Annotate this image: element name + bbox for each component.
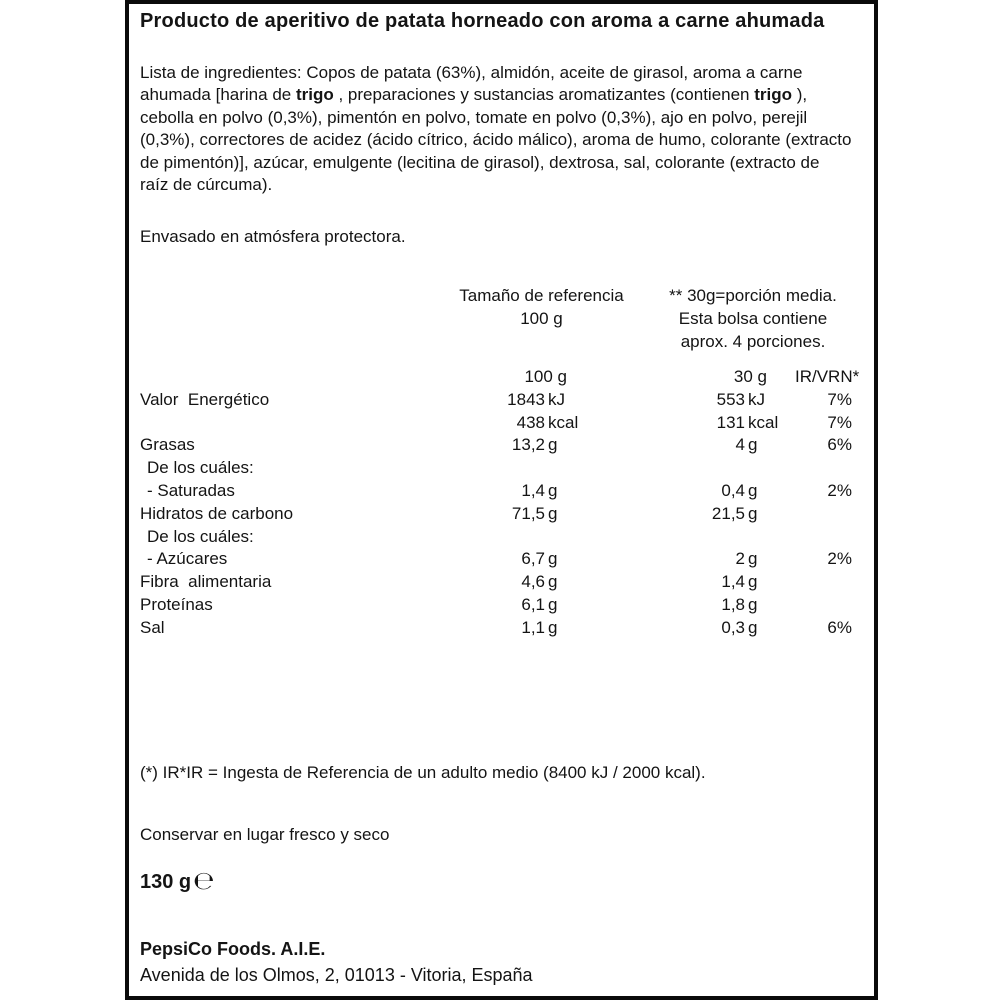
value-30g-unit: g bbox=[748, 435, 758, 455]
value-30g-number: 0,4 bbox=[721, 480, 745, 500]
value-100g-unit: g bbox=[548, 480, 558, 500]
ir-vrn-percent: 7% bbox=[827, 389, 852, 409]
value-30g-number: 21,5 bbox=[711, 503, 745, 523]
nutrition-row bbox=[140, 548, 852, 571]
value-30g-unit: g bbox=[748, 480, 758, 500]
value-30g-number: 0,3 bbox=[721, 617, 745, 637]
nutrient-name: Fibra alimentaria bbox=[140, 572, 272, 592]
value-30g-number: 4 bbox=[735, 435, 745, 455]
value-100g-unit: kcal bbox=[548, 412, 579, 432]
ir-vrn-percent: 6% bbox=[827, 435, 852, 455]
value-100g-number: 6,1 bbox=[521, 594, 545, 614]
column-header-100g: 100 g bbox=[524, 367, 567, 386]
serving-reference-line1: Tamaño de referencia bbox=[459, 286, 624, 305]
value-100g-unit: g bbox=[548, 594, 558, 614]
nutrient-name: Proteínas bbox=[140, 594, 213, 614]
serving-reference-block bbox=[429, 284, 654, 330]
nutrition-row bbox=[140, 594, 852, 617]
nutrient-name: Grasas bbox=[140, 435, 195, 455]
value-100g-number: 13,2 bbox=[511, 435, 545, 455]
serving-portion-line3: aprox. 4 porciones. bbox=[680, 332, 826, 351]
value-100g-unit: g bbox=[548, 617, 558, 637]
reference-intake-footnote: (*) IR*IR = Ingesta de Referencia de un adulto medio (8400 kJ / 2000 kcal). bbox=[140, 763, 706, 782]
nutrient-name: Hidratos de carbono bbox=[140, 503, 294, 523]
allergen-bold-text: trigo bbox=[295, 85, 334, 105]
value-30g-number: 2 bbox=[735, 549, 745, 569]
value-30g-number: 1,8 bbox=[721, 594, 745, 614]
nutrient-name: De los cuáles: bbox=[147, 526, 254, 546]
allergen-bold-text: trigo bbox=[754, 85, 793, 105]
value-30g-unit: g bbox=[748, 594, 758, 614]
value-100g-unit: g bbox=[548, 435, 558, 455]
packaging-note: Envasado en atmósfera protectora. bbox=[140, 227, 406, 246]
nutrition-row bbox=[140, 457, 852, 480]
value-30g-number: 131 bbox=[716, 412, 745, 432]
ingredients-segment: Lista de ingredientes: Copos de patata (63%), almidón, aceite de girasol, aroma a carne ahumada [harina de bbox=[140, 63, 803, 105]
storage-instructions: Conservar en lugar fresco y seco bbox=[140, 825, 390, 844]
ingredients-segment: ), cebolla en polvo (0,3%), pimentón en polvo, tomate en polvo (0,3%), ajo en polvo, perejil (0,3%), correctores de acidez (ácido cítrico, ácido málico), aroma de humo, colorante (extracto de pimentón)], azúcar, emulgente (lecitina de girasol), dextrosa, sal, colorante (extracto de raíz de cúrcuma). bbox=[140, 85, 852, 195]
value-100g-unit: g bbox=[548, 572, 558, 592]
net-weight bbox=[140, 868, 215, 895]
value-100g-number: 71,5 bbox=[511, 503, 545, 523]
value-100g-number: 4,6 bbox=[521, 572, 545, 592]
value-30g-number: 553 bbox=[716, 389, 745, 409]
ingredients-text bbox=[140, 62, 852, 196]
value-100g-number: 1,1 bbox=[521, 617, 545, 637]
nutrient-name: Valor Energético bbox=[140, 389, 270, 409]
manufacturer-name: PepsiCo Foods. A.I.E. bbox=[140, 939, 326, 959]
estimated-sign: ℮ bbox=[193, 866, 215, 895]
ir-vrn-percent: 2% bbox=[827, 480, 852, 500]
column-header-ir-vrn: IR/VRN* bbox=[795, 367, 860, 386]
nutrition-row bbox=[140, 526, 852, 549]
ir-vrn-percent: 2% bbox=[827, 549, 852, 569]
value-30g-unit: kcal bbox=[748, 412, 779, 432]
ir-vrn-percent: 7% bbox=[827, 412, 852, 432]
value-100g-unit: kJ bbox=[548, 389, 565, 409]
value-100g-number: 6,7 bbox=[521, 549, 545, 569]
value-100g-number: 1,4 bbox=[521, 480, 545, 500]
nutrient-name: - Azúcares bbox=[147, 549, 228, 569]
ir-vrn-percent: 6% bbox=[827, 617, 852, 637]
nutrition-row bbox=[140, 617, 852, 640]
value-100g-unit: g bbox=[548, 503, 558, 523]
value-100g-number: 438 bbox=[516, 412, 545, 432]
value-30g-unit: g bbox=[748, 617, 758, 637]
value-30g-unit: kJ bbox=[748, 389, 765, 409]
nutrition-row bbox=[140, 434, 852, 457]
nutrition-table bbox=[140, 366, 860, 640]
nutrition-label bbox=[125, 0, 878, 1000]
column-header-30g: 30 g bbox=[733, 367, 767, 386]
manufacturer-address: Avenida de los Olmos, 2, 01013 - Vitoria, España bbox=[140, 965, 533, 985]
value-30g-unit: g bbox=[748, 549, 758, 569]
serving-portion-block bbox=[633, 284, 873, 353]
nutrition-row bbox=[140, 503, 852, 526]
nutrition-table-header bbox=[140, 366, 860, 389]
nutrient-name: - Saturadas bbox=[147, 480, 235, 500]
serving-portion-line1: ** 30g=porción media. bbox=[669, 286, 837, 305]
value-100g-number: 1843 bbox=[507, 389, 545, 409]
value-30g-unit: g bbox=[748, 572, 758, 592]
nutrition-row bbox=[140, 571, 852, 594]
ingredients-segment: , preparaciones y sustancias aromatizantes (contienen bbox=[333, 85, 755, 105]
net-weight-value: 130 g bbox=[140, 871, 192, 893]
serving-portion-line2: Esta bolsa contiene bbox=[678, 309, 828, 328]
value-100g-unit: g bbox=[548, 549, 558, 569]
product-title: Producto de aperitivo de patata horneado con aroma a carne ahumada bbox=[140, 10, 825, 32]
serving-reference-line2: 100 g bbox=[520, 309, 563, 328]
nutrition-row bbox=[140, 412, 852, 435]
nutrition-row bbox=[140, 389, 852, 412]
value-30g-unit: g bbox=[748, 503, 758, 523]
nutrient-name: De los cuáles: bbox=[147, 458, 254, 478]
nutrition-table-body bbox=[140, 389, 852, 640]
nutrient-name: Sal bbox=[140, 617, 165, 637]
nutrition-row bbox=[140, 480, 852, 503]
value-30g-number: 1,4 bbox=[721, 572, 745, 592]
